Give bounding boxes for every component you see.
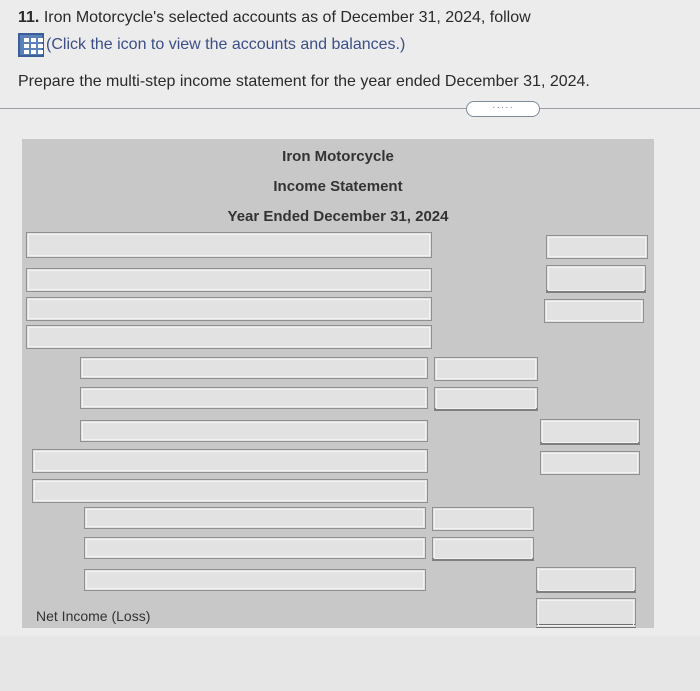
account-name-input[interactable] bbox=[80, 387, 428, 409]
account-name-input[interactable] bbox=[26, 325, 432, 349]
statement-period: Year Ended December 31, 2024 bbox=[227, 208, 449, 225]
question-number: 11. bbox=[18, 9, 40, 26]
statement-title: Income Statement bbox=[273, 178, 403, 195]
income-statement-panel bbox=[22, 139, 654, 628]
total-input[interactable] bbox=[540, 419, 640, 445]
account-name-input[interactable] bbox=[32, 449, 428, 473]
accounts-link-row[interactable] bbox=[18, 33, 405, 57]
account-name-input[interactable] bbox=[84, 569, 426, 591]
total-input[interactable] bbox=[544, 299, 644, 323]
expand-more-button[interactable]: ····· bbox=[466, 101, 540, 117]
net-income-label: Net Income (Loss) bbox=[36, 608, 151, 624]
accounts-link[interactable]: (Click the icon to view the accounts and balances.) bbox=[46, 36, 406, 53]
amount-input[interactable] bbox=[432, 537, 534, 561]
account-name-input[interactable] bbox=[32, 479, 428, 503]
net-income-input[interactable] bbox=[536, 598, 636, 628]
divider bbox=[0, 108, 700, 109]
table-grid-icon[interactable] bbox=[18, 33, 44, 57]
question-prompt: Prepare the multi-step income statement for the year ended December 31, 2024. bbox=[18, 73, 590, 90]
amount-input[interactable] bbox=[434, 357, 538, 381]
account-name-input[interactable] bbox=[84, 537, 426, 559]
account-name-input[interactable] bbox=[26, 268, 432, 292]
total-input[interactable] bbox=[540, 451, 640, 475]
account-name-input[interactable] bbox=[80, 357, 428, 379]
question-text: Iron Motorcycle's selected accounts as of December 31, 2024, follow bbox=[43, 9, 531, 26]
account-name-input[interactable] bbox=[26, 297, 432, 321]
account-name-input[interactable] bbox=[80, 420, 428, 442]
total-input[interactable] bbox=[546, 265, 646, 293]
total-input[interactable] bbox=[536, 567, 636, 593]
account-name-input[interactable] bbox=[84, 507, 426, 529]
company-name: Iron Motorcycle bbox=[282, 148, 394, 165]
account-name-input[interactable] bbox=[26, 232, 432, 258]
question-title bbox=[18, 9, 531, 27]
bottom-area bbox=[0, 636, 700, 691]
total-input[interactable] bbox=[546, 235, 648, 259]
amount-input[interactable] bbox=[432, 507, 534, 531]
amount-input[interactable] bbox=[434, 387, 538, 411]
